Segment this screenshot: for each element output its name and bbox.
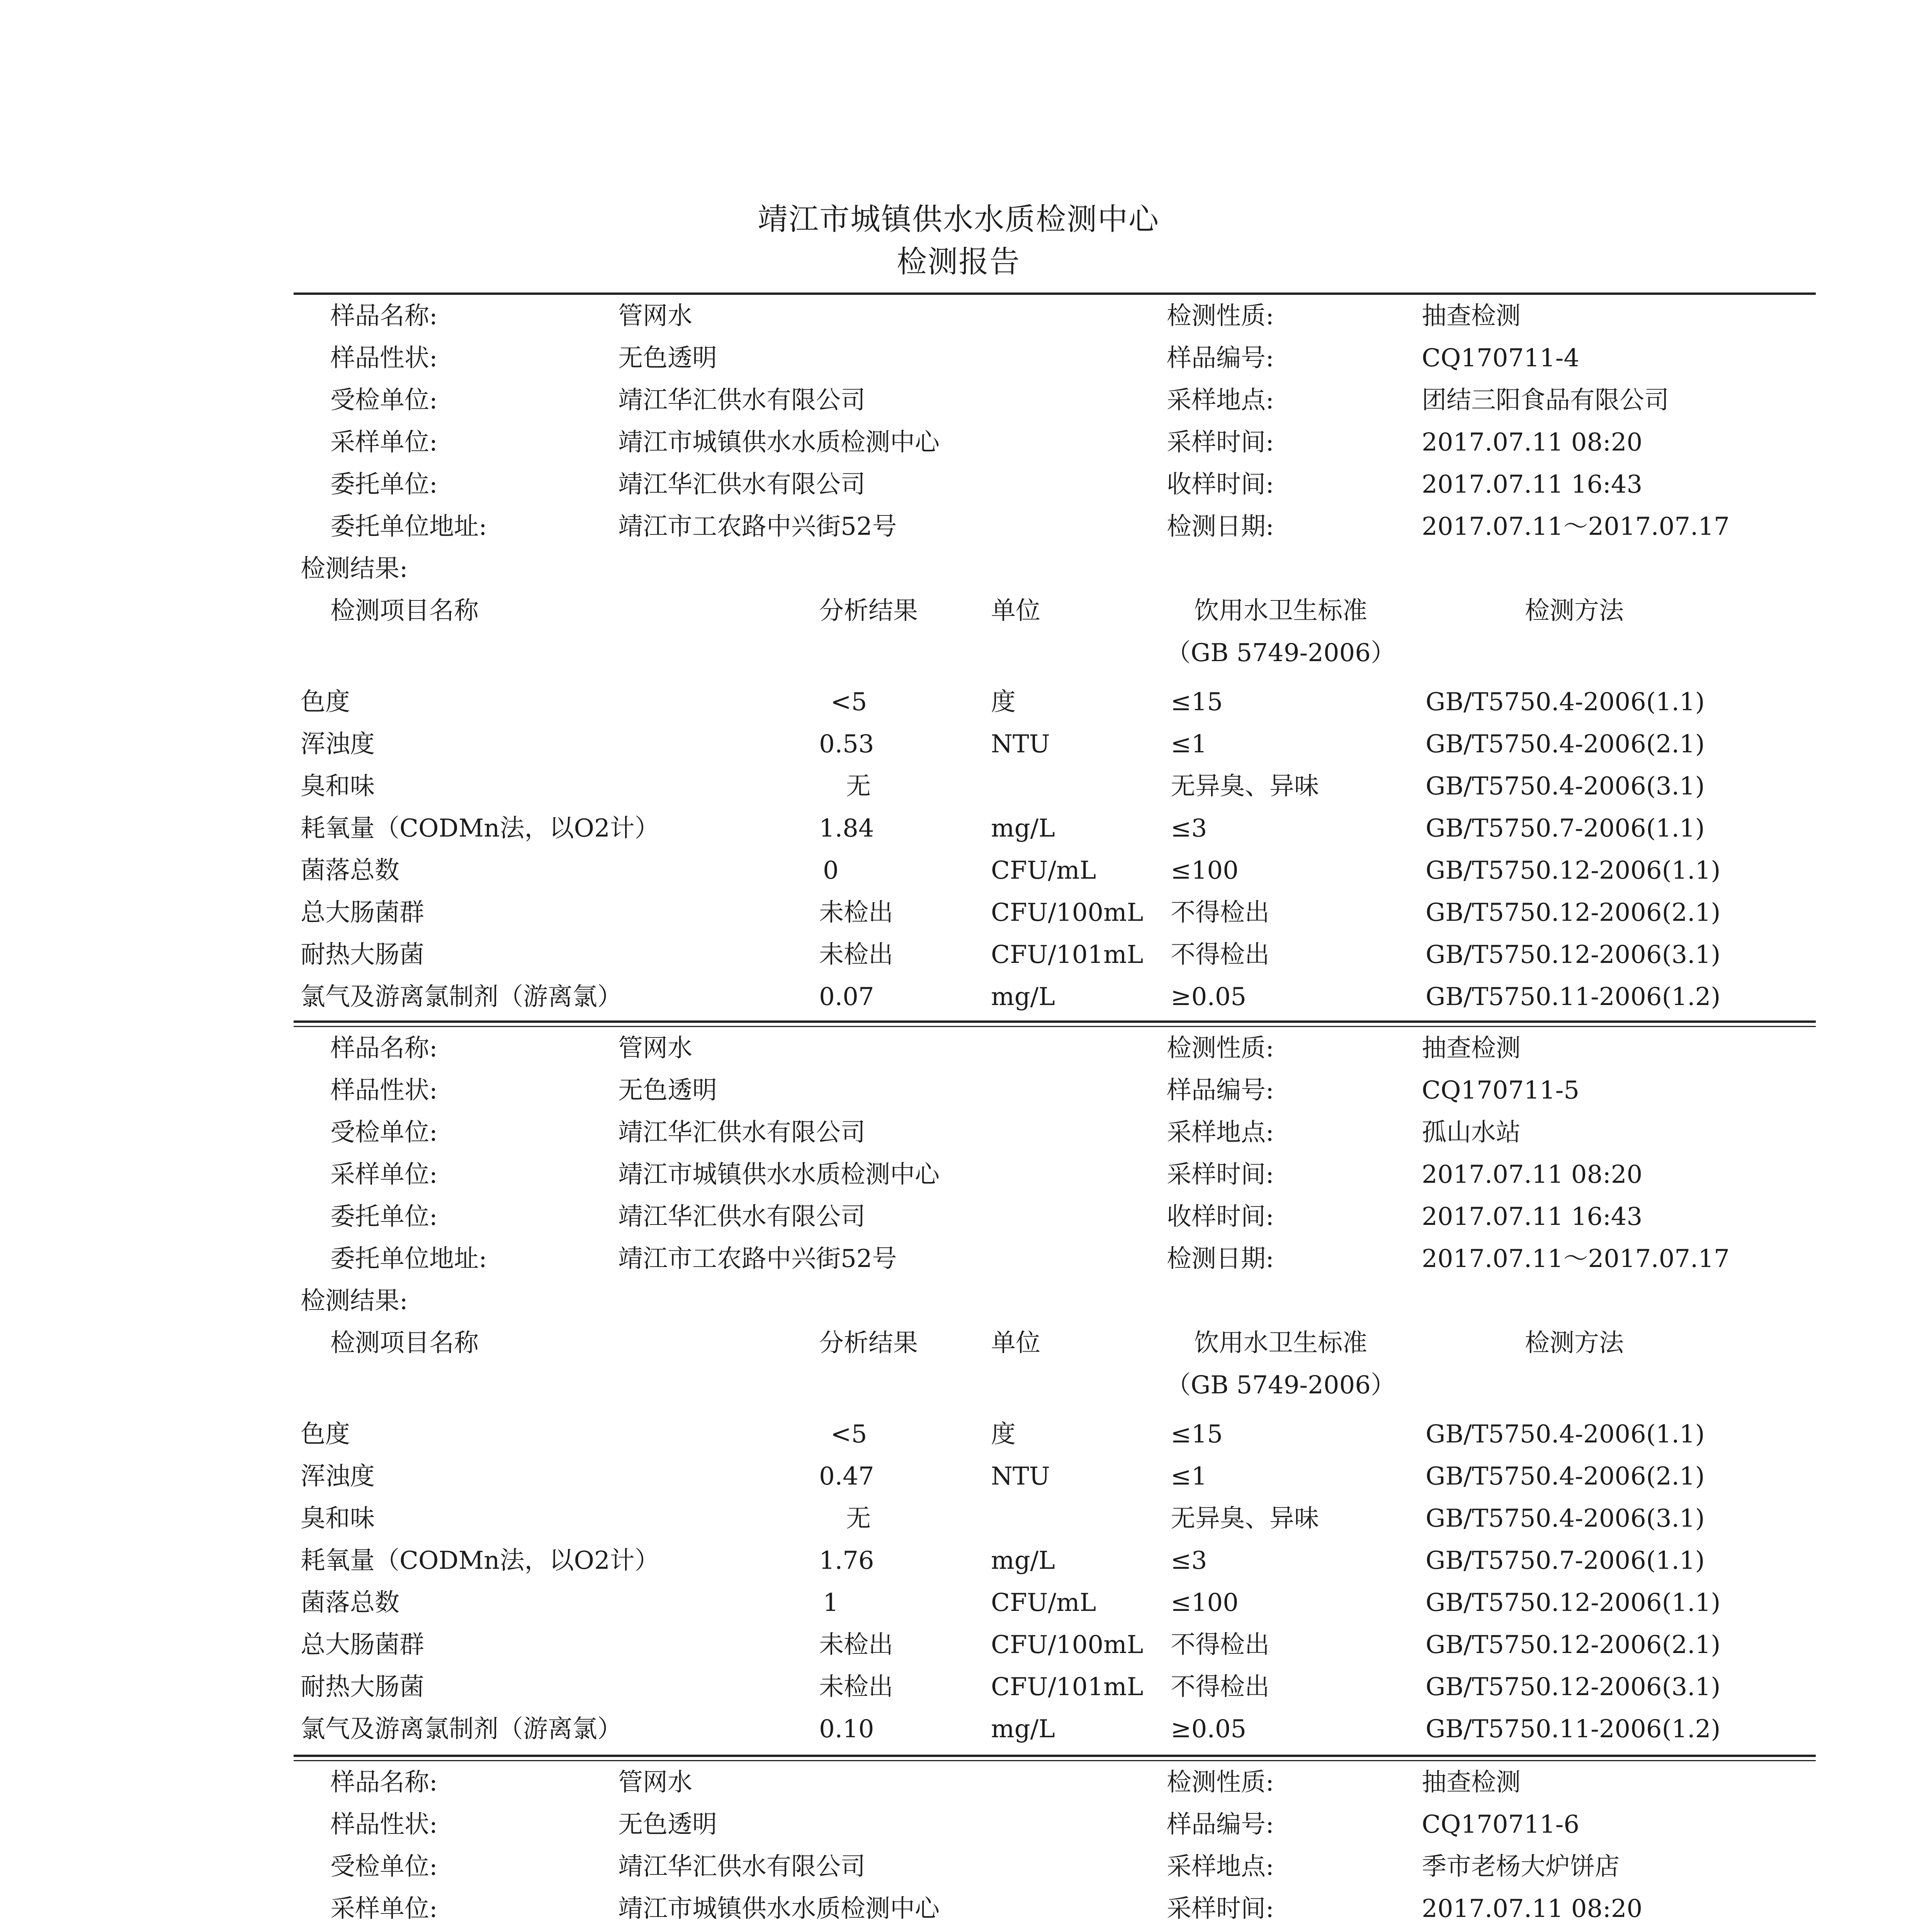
result-row-item: 色度	[301, 1420, 350, 1449]
result-row-method: GB/T5750.4-2006(3.1)	[1426, 1504, 1705, 1533]
label-sampling-time: 采样时间:	[1167, 428, 1274, 457]
value-entrusting-unit: 靖江华汇供水有限公司	[618, 470, 865, 499]
label-inspected-unit: 受检单位:	[330, 1852, 438, 1881]
result-row-unit: 度	[991, 688, 1016, 716]
result-row-unit: CFU/100mL	[991, 898, 1144, 927]
value-test-nature: 抽查检测	[1422, 1768, 1521, 1797]
value-sample-no: CQ170711-5	[1422, 1076, 1580, 1105]
result-row-item: 耗氧量（CODMn法，以O2计）	[301, 1546, 659, 1575]
result-row-value: 0.47	[819, 1462, 874, 1491]
result-row-value: 0	[823, 856, 839, 885]
result-row-method: GB/T5750.12-2006(3.1)	[1426, 1673, 1721, 1701]
result-row-method: GB/T5750.4-2006(2.1)	[1426, 730, 1705, 759]
result-row-method: GB/T5750.4-2006(1.1)	[1426, 688, 1705, 716]
result-row-standard: 无异臭、异味	[1171, 1504, 1319, 1533]
result-row-method: GB/T5750.11-2006(1.2)	[1426, 983, 1721, 1011]
col-header-standard-sub: （GB 5749-2006）	[1166, 1371, 1395, 1400]
col-header-unit: 单位	[991, 597, 1040, 625]
value-inspected-unit: 靖江华汇供水有限公司	[618, 386, 865, 415]
result-row-value: <5	[831, 1420, 867, 1449]
value-sampling-unit: 靖江市城镇供水水质检测中心	[618, 1895, 940, 1923]
result-row-standard: ≥0.05	[1171, 1715, 1247, 1743]
value-sampling-time: 2017.07.11 08:20	[1422, 428, 1643, 457]
result-row-value: 1	[823, 1588, 839, 1617]
col-header-result: 分析结果	[819, 597, 918, 625]
result-row-item: 色度	[301, 688, 350, 716]
result-row-unit: mg/L	[991, 814, 1055, 843]
value-entrusting-unit: 靖江华汇供水有限公司	[618, 1202, 865, 1231]
label-sample-appearance: 样品性状:	[330, 1810, 438, 1839]
result-row-method: GB/T5750.12-2006(3.1)	[1426, 940, 1721, 969]
result-row-standard: ≤3	[1171, 814, 1207, 843]
section-top-rule-thin	[294, 1760, 1816, 1761]
result-row-unit: mg/L	[991, 983, 1055, 1011]
label-inspected-unit: 受检单位:	[330, 386, 438, 415]
result-row-item: 臭和味	[301, 1504, 375, 1533]
label-sample-name: 样品名称:	[330, 1034, 438, 1063]
result-row-method: GB/T5750.12-2006(2.1)	[1426, 1631, 1721, 1659]
label-entrusting-address: 委托单位地址:	[330, 1245, 487, 1273]
col-header-standard: 饮用水卫生标准	[1194, 597, 1367, 625]
value-test-nature: 抽查检测	[1422, 1034, 1521, 1063]
report-title: 检测报告	[896, 245, 1020, 279]
results-title: 检测结果:	[301, 1287, 408, 1315]
result-row-method: GB/T5750.7-2006(1.1)	[1426, 814, 1705, 843]
result-row-standard: 无异臭、异味	[1171, 772, 1319, 801]
result-row-item: 菌落总数	[301, 1588, 399, 1617]
value-receiving-time: 2017.07.11 16:43	[1422, 1202, 1643, 1231]
value-sample-name: 管网水	[618, 1768, 692, 1797]
result-row-method: GB/T5750.11-2006(1.2)	[1426, 1715, 1721, 1743]
result-row-value: 无	[846, 1504, 871, 1533]
value-inspected-unit: 靖江华汇供水有限公司	[618, 1852, 865, 1881]
result-row-unit: CFU/mL	[991, 856, 1096, 885]
result-row-item: 总大肠菌群	[301, 1631, 424, 1659]
result-row-unit: mg/L	[991, 1715, 1055, 1743]
result-row-standard: 不得检出	[1171, 940, 1270, 969]
value-test-nature: 抽查检测	[1422, 302, 1521, 330]
col-header-result: 分析结果	[819, 1329, 918, 1357]
result-row-standard: ≤15	[1171, 688, 1223, 716]
label-test-nature: 检测性质:	[1167, 302, 1274, 330]
label-sampling-unit: 采样单位:	[330, 1160, 438, 1189]
value-sampling-time: 2017.07.11 08:20	[1422, 1160, 1643, 1189]
result-row-unit: CFU/mL	[991, 1588, 1096, 1617]
label-test-date: 检测日期:	[1167, 512, 1274, 541]
result-row-item: 浑浊度	[301, 1462, 375, 1491]
value-sampling-site: 团结三阳食品有限公司	[1422, 386, 1669, 415]
result-row-item: 浑浊度	[301, 730, 375, 759]
result-row-standard: ≤1	[1171, 1462, 1207, 1491]
label-sampling-site: 采样地点:	[1167, 386, 1274, 415]
label-test-date: 检测日期:	[1167, 1245, 1274, 1273]
label-entrusting-unit: 委托单位:	[330, 1202, 438, 1231]
value-sampling-unit: 靖江市城镇供水水质检测中心	[618, 1160, 940, 1189]
value-test-date: 2017.07.11～2017.07.17	[1422, 512, 1730, 541]
col-header-standard-sub: （GB 5749-2006）	[1166, 639, 1395, 667]
result-row-value: 未检出	[819, 1673, 893, 1701]
value-sample-no: CQ170711-6	[1422, 1810, 1580, 1839]
value-inspected-unit: 靖江华汇供水有限公司	[618, 1118, 865, 1147]
result-row-value: 0.10	[819, 1715, 874, 1743]
result-row-value: 未检出	[819, 1631, 893, 1659]
value-sampling-site: 季市老杨大炉饼店	[1422, 1852, 1620, 1881]
value-sample-name: 管网水	[618, 302, 692, 330]
result-row-standard: ≤3	[1171, 1546, 1207, 1575]
value-sampling-time: 2017.07.11 08:20	[1422, 1895, 1643, 1923]
label-sampling-unit: 采样单位:	[330, 428, 438, 457]
result-row-method: GB/T5750.4-2006(2.1)	[1426, 1462, 1705, 1491]
result-row-value: 0.07	[819, 983, 874, 1011]
result-row-value: <5	[831, 688, 867, 716]
value-sampling-unit: 靖江市城镇供水水质检测中心	[618, 428, 940, 457]
result-row-standard: ≤100	[1171, 1588, 1239, 1617]
result-row-item: 氯气及游离氯制剂（游离氯）	[301, 983, 622, 1011]
result-row-standard: ≥0.05	[1171, 983, 1247, 1011]
section-top-rule	[294, 1020, 1816, 1023]
result-row-value: 未检出	[819, 898, 893, 927]
result-row-standard: ≤1	[1171, 730, 1207, 759]
result-row-item: 菌落总数	[301, 856, 399, 885]
result-row-unit: CFU/101mL	[991, 940, 1144, 969]
label-sample-appearance: 样品性状:	[330, 1076, 438, 1105]
label-sampling-time: 采样时间:	[1167, 1160, 1274, 1189]
result-row-method: GB/T5750.12-2006(1.1)	[1426, 856, 1721, 885]
section-top-rule-thin	[294, 1026, 1816, 1027]
result-row-method: GB/T5750.7-2006(1.1)	[1426, 1546, 1705, 1575]
result-row-unit: mg/L	[991, 1546, 1055, 1575]
value-entrusting-address: 靖江市工农路中兴街52号	[618, 1245, 897, 1273]
label-sampling-unit: 采样单位:	[330, 1895, 438, 1923]
result-row-value: 0.53	[819, 730, 874, 759]
value-sample-appearance: 无色透明	[618, 1076, 717, 1105]
label-sample-no: 样品编号:	[1167, 344, 1274, 372]
result-row-unit: CFU/101mL	[991, 1673, 1144, 1701]
col-header-item: 检测项目名称	[330, 1329, 479, 1357]
result-row-item: 耗氧量（CODMn法，以O2计）	[301, 814, 659, 843]
result-row-item: 耐热大肠菌	[301, 1673, 424, 1701]
value-sampling-site: 孤山水站	[1422, 1118, 1521, 1147]
label-sample-name: 样品名称:	[330, 1768, 438, 1797]
result-row-value: 无	[846, 772, 871, 801]
value-sample-appearance: 无色透明	[618, 344, 717, 372]
result-row-value: 1.76	[819, 1546, 874, 1575]
result-row-method: GB/T5750.4-2006(1.1)	[1426, 1420, 1705, 1449]
value-sample-appearance: 无色透明	[618, 1810, 717, 1839]
label-sample-appearance: 样品性状:	[330, 344, 438, 372]
results-title: 检测结果:	[301, 554, 408, 583]
value-test-date: 2017.07.11～2017.07.17	[1422, 1245, 1730, 1273]
result-row-standard: 不得检出	[1171, 1631, 1270, 1659]
label-sampling-site: 采样地点:	[1167, 1852, 1274, 1881]
result-row-standard: ≤100	[1171, 856, 1239, 885]
value-sample-no: CQ170711-4	[1422, 344, 1580, 372]
result-row-value: 未检出	[819, 940, 893, 969]
section-top-rule	[294, 293, 1816, 295]
col-header-method: 检测方法	[1525, 1329, 1624, 1357]
col-header-item: 检测项目名称	[330, 597, 479, 625]
label-receiving-time: 收样时间:	[1167, 1202, 1274, 1231]
result-row-value: 1.84	[819, 814, 874, 843]
label-test-nature: 检测性质:	[1167, 1768, 1274, 1797]
value-sample-name: 管网水	[618, 1034, 692, 1063]
label-sampling-time: 采样时间:	[1167, 1895, 1274, 1923]
value-receiving-time: 2017.07.11 16:43	[1422, 470, 1643, 499]
label-inspected-unit: 受检单位:	[330, 1118, 438, 1147]
result-row-item: 氯气及游离氯制剂（游离氯）	[301, 1715, 622, 1743]
result-row-item: 臭和味	[301, 772, 375, 801]
label-entrusting-address: 委托单位地址:	[330, 512, 487, 541]
result-row-unit: CFU/100mL	[991, 1631, 1144, 1659]
label-sample-name: 样品名称:	[330, 302, 438, 330]
result-row-unit: NTU	[991, 730, 1050, 759]
col-header-method: 检测方法	[1525, 597, 1624, 625]
result-row-standard: ≤15	[1171, 1420, 1223, 1449]
result-row-method: GB/T5750.12-2006(1.1)	[1426, 1588, 1721, 1617]
result-row-item: 总大肠菌群	[301, 898, 424, 927]
col-header-unit: 单位	[991, 1329, 1040, 1357]
org-title: 靖江市城镇供水水质检测中心	[757, 202, 1159, 237]
result-row-unit: NTU	[991, 1462, 1050, 1491]
label-receiving-time: 收样时间:	[1167, 470, 1274, 499]
result-row-standard: 不得检出	[1171, 898, 1270, 927]
section-top-rule	[294, 1755, 1816, 1757]
result-row-item: 耐热大肠菌	[301, 940, 424, 969]
label-test-nature: 检测性质:	[1167, 1034, 1274, 1063]
label-sample-no: 样品编号:	[1167, 1076, 1274, 1105]
label-sample-no: 样品编号:	[1167, 1810, 1274, 1839]
result-row-standard: 不得检出	[1171, 1673, 1270, 1701]
result-row-method: GB/T5750.12-2006(2.1)	[1426, 898, 1721, 927]
value-entrusting-address: 靖江市工农路中兴街52号	[618, 512, 897, 541]
result-row-unit: 度	[991, 1420, 1016, 1449]
label-sampling-site: 采样地点:	[1167, 1118, 1274, 1147]
col-header-standard: 饮用水卫生标准	[1194, 1329, 1367, 1357]
label-entrusting-unit: 委托单位:	[330, 470, 438, 499]
result-row-method: GB/T5750.4-2006(3.1)	[1426, 772, 1705, 801]
